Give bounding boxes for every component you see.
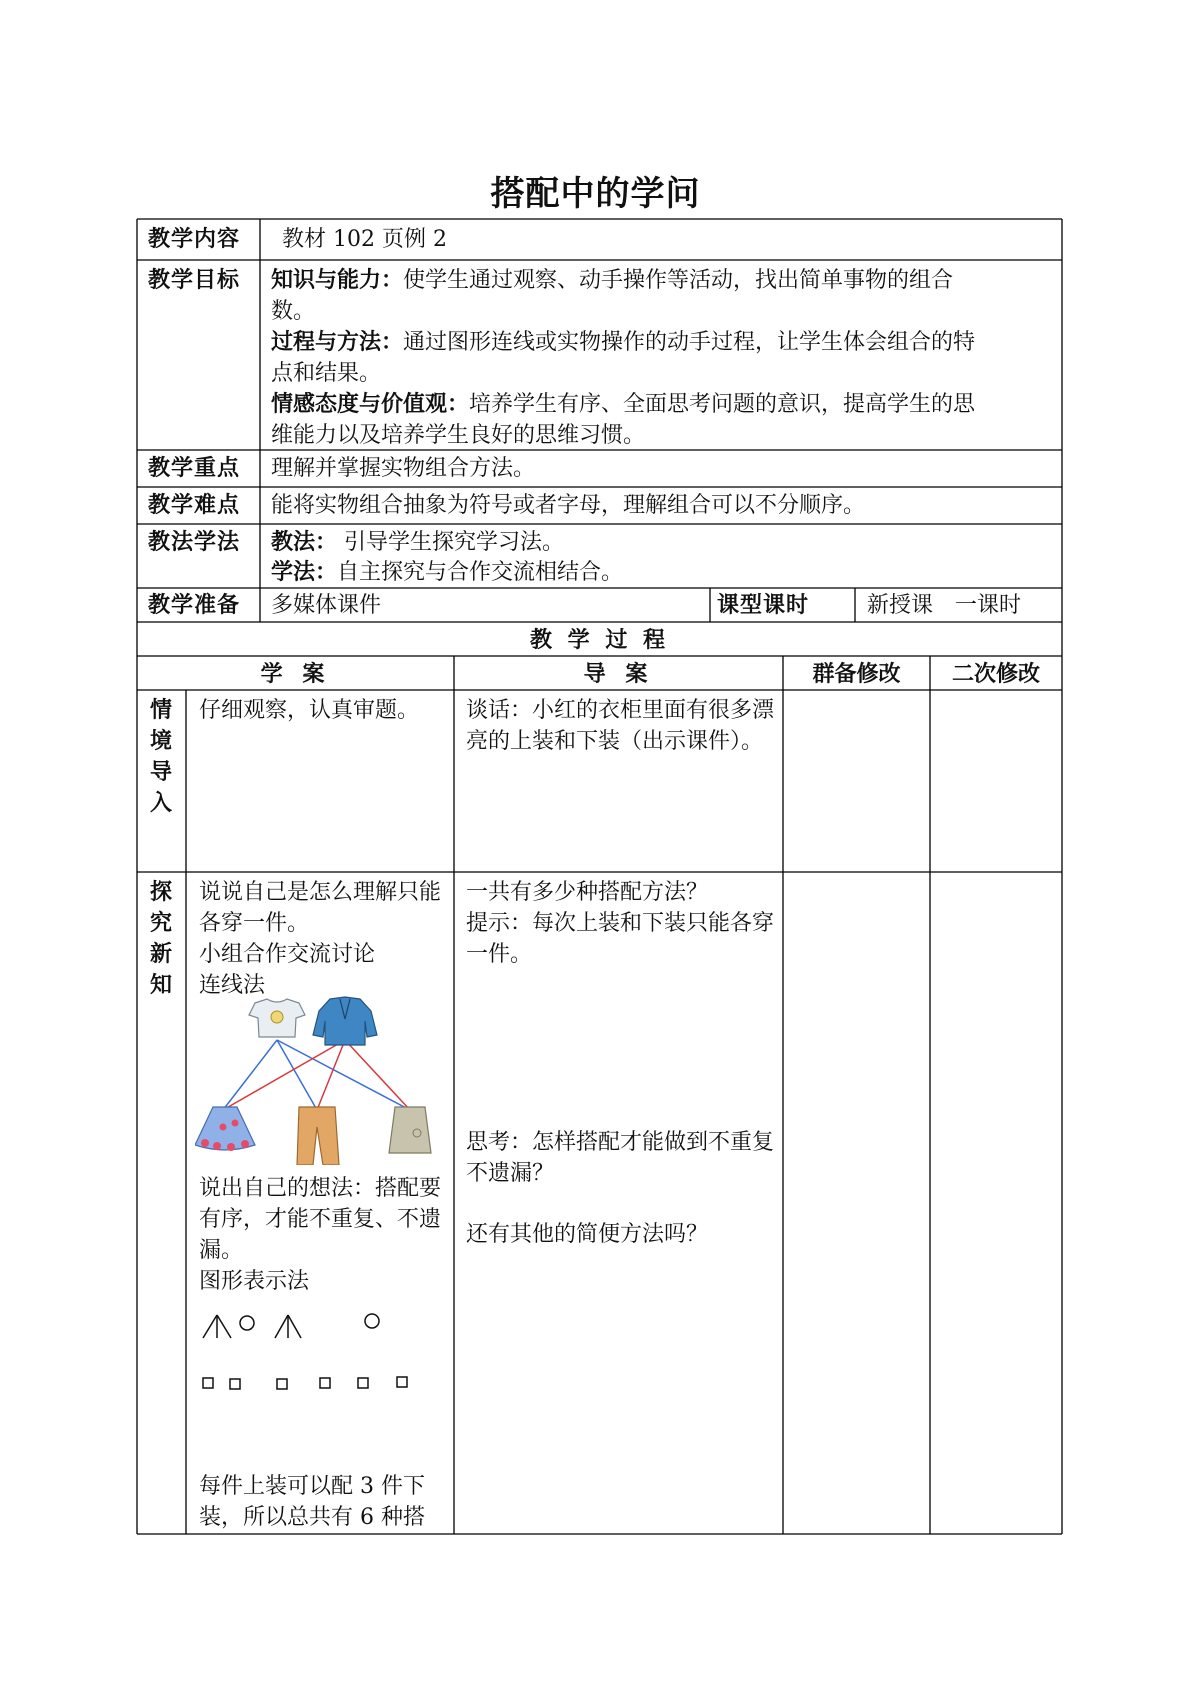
prep-label: 教学准备: [148, 593, 241, 618]
matching-lines: [223, 1040, 410, 1110]
goals-process-line1: [271, 327, 975, 358]
section-label-char: 探: [149, 880, 172, 905]
graphic-notation-illustration: [195, 1305, 440, 1400]
square-symbol-icon: [320, 1378, 330, 1388]
explore-study-p2: 小组合作交流讨论: [199, 942, 376, 967]
learn-text: 自主探究与合作交流相结合。: [337, 560, 624, 585]
content-value: 教材 102 页例 2: [282, 227, 447, 252]
key-label: 教学重点: [148, 456, 241, 481]
difficulty-label: 教学难点: [148, 493, 241, 518]
content-label: 教学内容: [148, 227, 241, 252]
clothing-matching-illustration: [195, 995, 440, 1165]
col-header-group-edit: 群备修改: [812, 662, 901, 687]
teach-heading: 教法：: [271, 530, 338, 555]
goals-label: 教学目标: [148, 268, 241, 293]
square-symbol-icon: [277, 1379, 287, 1389]
square-symbol-icon: [358, 1378, 368, 1388]
learn-heading: 学法：: [271, 560, 338, 585]
branch-line-icon: [275, 1315, 288, 1338]
lesson-type-label: 课型课时: [717, 593, 810, 618]
intro-guide-text: 谈话：小红的衣柜里面有很多漂亮的上装和下装（出示课件）。: [466, 698, 775, 754]
explore-guide-p3: 思考：怎样搭配才能做到不重复不遗漏？: [466, 1130, 775, 1186]
section-label-char: 导: [149, 760, 172, 785]
jacket-icon: [313, 997, 377, 1045]
emotion-heading: 情感态度与价值观：: [271, 392, 470, 417]
explore-study-p6: 每件上装可以配 3 件下装，所以总共有 6 种搭: [199, 1474, 425, 1530]
goals-emotion-line1: [271, 389, 975, 420]
section-label-char: 新: [149, 942, 172, 967]
explore-study-p1: 说说自己是怎么理解只能各穿一件。: [199, 880, 442, 936]
branch-line-icon: [203, 1315, 217, 1338]
skirt-icon: [195, 1107, 255, 1151]
explore-study-p4: 说出自己的想法：搭配要有序，才能不重复、不遗漏。: [199, 1176, 442, 1263]
goals-emotion-line2: 维能力以及培养学生良好的思维习惯。: [271, 423, 646, 448]
section-label-char: 境: [149, 729, 172, 754]
goals-knowledge-line1: [271, 265, 953, 296]
pants-icon: [297, 1107, 339, 1165]
branch-line-icon: [288, 1315, 301, 1338]
document-title: 搭配中的学问: [490, 174, 701, 214]
circle-symbol-icon: [240, 1316, 254, 1330]
knowledge-text: 使学生通过观察、动手操作等活动，找出简单事物的组合: [403, 268, 954, 293]
process-heading: 过程与方法：: [271, 330, 404, 355]
section-label-char: 究: [149, 911, 172, 936]
explore-guide-p1: 一共有多少种搭配方法？: [466, 880, 709, 905]
goals-knowledge-line2: 数。: [271, 299, 316, 324]
short-skirt-icon: [389, 1107, 431, 1153]
explore-study-p3: 连线法: [199, 973, 266, 998]
process-heading: 教 学 过 程: [530, 628, 669, 653]
col-header-guide: 导 案: [583, 662, 654, 687]
square-symbol-icon: [203, 1378, 213, 1388]
process-text: 通过图形连线或实物操作的动手过程，让学生体会组合的特: [403, 330, 976, 355]
square-symbol-icon: [230, 1379, 240, 1389]
col-header-second-edit: 二次修改: [951, 662, 1040, 687]
section-label-char: 入: [149, 791, 172, 816]
section-label-char: 知: [149, 973, 172, 998]
lesson-type-value: 新授课 一课时: [867, 593, 1022, 618]
explore-guide-p2: 提示：每次上装和下装只能各穿一件。: [466, 911, 775, 967]
section-label-char: 情: [149, 698, 172, 723]
method-teach: [271, 527, 564, 558]
branch-line-icon: [217, 1315, 231, 1338]
section-label-explore: [147, 877, 175, 1001]
t-shirt-icon: [249, 999, 305, 1037]
intro-study-text: 仔细观察，认真审题。: [199, 698, 420, 723]
explore-guide-p4: 还有其他的简便方法吗？: [466, 1222, 709, 1247]
explore-study-p5: 图形表示法: [199, 1269, 310, 1294]
circle-symbol-icon: [365, 1314, 379, 1328]
knowledge-heading: 知识与能力：: [271, 268, 404, 293]
method-learn: [271, 557, 623, 588]
square-symbol-icon: [397, 1377, 407, 1387]
emotion-text: 培养学生有序、全面思考问题的意识，提高学生的思: [469, 392, 976, 417]
prep-value: 多媒体课件: [271, 593, 382, 618]
teach-text: 引导学生探究学习法。: [337, 530, 565, 555]
method-label: 教法学法: [148, 530, 241, 555]
goals-process-line2: 点和结果。: [271, 361, 382, 386]
col-header-study: 学 案: [260, 662, 331, 687]
section-label-intro: [147, 695, 175, 819]
difficulty-value: 能将实物组合抽象为符号或者字母，理解组合可以不分顺序。: [271, 493, 866, 518]
key-value: 理解并掌握实物组合方法。: [271, 456, 536, 481]
